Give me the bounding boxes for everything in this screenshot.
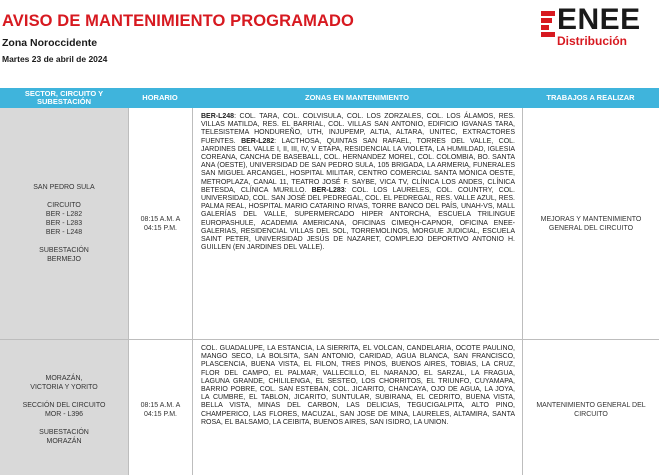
column-header-sector: SECTOR, CIRCUITO Y SUBESTACIÓN: [24, 89, 104, 106]
schedule-cell: [128, 340, 192, 475]
column-header-schedule: HORARIO: [142, 93, 178, 102]
schedule-end: 04:15 P.M.: [144, 410, 177, 418]
work-cell: [522, 108, 659, 339]
enee-distribucion-logo: [537, 3, 655, 49]
page-title: AVISO DE MANTENIMIENTO PROGRAMADO: [2, 12, 354, 30]
table-row: [0, 340, 659, 475]
maintenance-table: [0, 88, 659, 475]
notice-header: [0, 0, 659, 86]
zones-text: COL. GUADALUPE, LA ESTANCIA, LA SIERRITA, EL VOLCAN, CANDELARIA, OCOTE PAULINO, MANGO SECO, LA BOLSITA, SAN ANTONIO, CARIDAD, AGUA BLANCA, SAN FRANCISCO, PLASCENCIA, BUENA VISTA, EL FILON, TRES PINOS, BUENOS AIRES, TOBIAS, LA CRUZ, FLOR DEL CAMPO, EL PALMAR, VALLECILLO, EL NARANJO, EL SARZAL, LA FRAGUA, LAGUNA GRANDE, CHILILENGA, EL SESTEO, LOS CHORRITOS, EL TRIUNFO, CUYAMAPA, BARRIO POBRE, COL. SAN ESTEBAN, COL. JICARITO, CHANCAYA, OJO DE AGUA, LA JOYA, LA CUMBRE, EL TABLON, JICARITO, SUNTULAR, SUBIRANA, EL CEDRITO, BUENA VISTA, BELLA VISTA, MINAS DEL CARBON, LAS DELICIAS, TEGUCIGALPITA, ALTO PINO, CHAMPERICO, LAS FLORES, MACUZAL, SAN JOSE DE MINA, LAURELES, ALTAMIRA, SANTA ROSA, EL BALSAMO, LA CEIBITA, BUENOS AIRES, SAN ISIDRO, LA UNION.: [201, 345, 515, 426]
circuit-label: SECCIÓN DEL CIRCUITO: [22, 401, 106, 409]
schedule-cell: [128, 108, 192, 339]
circuit-code: BER - L248: [45, 229, 83, 236]
sector-cell: [0, 108, 128, 339]
zones-cell: [192, 340, 522, 475]
work-description: MANTENIMIENTO GENERAL DEL CIRCUITO: [536, 401, 646, 418]
zones-text: : COL. TARA, COL. COLVISULA, COL. LOS ZORZALES, COL. LOS ÁLAMOS, RES. VILLAS MATILDA, RES. EL BARRIAL, COL. VILLAS SAN ANTONIO, EDIFICIO IGVANAS TARA, TELESISTEMA HONDUREÑO, UTH, INJUPEMP, ALTIA, ALTARA, UNITEC, EXTRACTORES FUENTES.: [201, 113, 515, 145]
logo-wordmark: ENEE: [557, 3, 641, 36]
circuit-code: MOR - L396: [44, 410, 84, 418]
substation-name: BERMEJO: [47, 256, 81, 263]
sector-cell: [0, 340, 128, 475]
work-cell: [522, 340, 659, 475]
zones-text: : COL. LOS LAURELES, COL. COUNTRY, COL. UNIVERSIDAD, COL. SAN JOSÉ DEL PEDREGAL, COL. EL PEDREGAL, RES. VALLE AZUL, RES. PALMA REAL, HOSPITAL MARIO CATARINO RIVAS, TORRE BANCO DEL PAÍS, UNAH-VS, MALL GALERÍAS DEL VALLE, SUPERMERCADO HIPER ANTORCHA, ESCUELA TRILINGUE EUROPASHULE, ACADEMIA AMERICANA, OFICINAS CIMEQH-CAPNOR, OFICINA ENEE- GALERIAS, RESIDENCIAL VILLAS DEL SOL, TORREMOLINOS, MORGUE JUDICIAL, ESCUELA SAINT PETER, UNIVERSIDAD JESÚS DE NAZARET, COMPLEJO DEPORTIVO ANTONIO H. GUILLEN (EN JARDINES DEL VALLE).: [201, 186, 515, 252]
zones-cell: [192, 108, 522, 339]
sector-city: SAN PEDRO SULA: [33, 184, 95, 191]
circuit-code: BER - L283: [45, 220, 83, 227]
column-header-work: TRABAJOS A REALIZAR: [546, 93, 635, 102]
column-header-zones: ZONAS EN MANTENIMIENTO: [304, 93, 410, 102]
circuit-tag: BER-L282: [241, 137, 275, 145]
table-row: [0, 108, 659, 340]
table-header: [0, 88, 659, 108]
substation-label: SUBESTACIÓN: [39, 247, 89, 254]
schedule-end: 04:15 P.M.: [144, 224, 177, 232]
circuit-label: CIRCUITO: [47, 202, 81, 209]
substation-label: SUBESTACIÓN: [39, 428, 89, 436]
schedule-start: 08:15 A.M. A: [140, 401, 181, 409]
circuit-tag: BER-L283: [311, 186, 345, 194]
circuit-code: BER - L282: [45, 211, 83, 218]
date-label: Martes 23 de abril de 2024: [2, 54, 108, 64]
schedule-start: 08:15 A.M. A: [140, 215, 181, 223]
logo-mark-icon: [541, 11, 555, 38]
circuit-tag: BER-L248: [201, 113, 235, 120]
sector-city: MORAZÁN, VICTORIA Y YORITO: [30, 374, 98, 391]
work-description: MEJORAS Y MANTENIMIENTO GENERAL DEL CIRCUITO: [540, 215, 642, 232]
logo-subtitle: Distribución: [557, 34, 628, 48]
zone-label: Zona Noroccidente: [2, 37, 98, 49]
zones-text: : LACTHOSA, QUINTAS SAN RAFAEL, TORRES DEL VALLE, COL. JARDINES DEL VALLE I, II, III, IV, V ETAPA, RESIDENCIAL LA VIOLETA, LA HUMILDAD, IGLESIA COREANA, CANCHA DE BASEBALL, COL. HERNANDEZ MOREL, COL. COLOMBIA, BO. SANTA ANA (OESTE), UNIVERSIDAD DE SAN PEDRO SULA, 105 BRIGADA, LA ARMERIA, FUNERALES SAN MIGUEL ARCANGEL, HOSPITAL MILITAR, CENTRO COMERCIAL SANTA MÓNICA OESTE, METROPLAZA, CANAL 11, TEATRO JOSÉ F. SAYBE, VICA TV, CLÍNICA LOS ANDES, CLÍNICA BETESDA, CLÍNICA MURILLO.: [201, 137, 515, 194]
substation-name: MORAZÁN: [46, 437, 82, 445]
